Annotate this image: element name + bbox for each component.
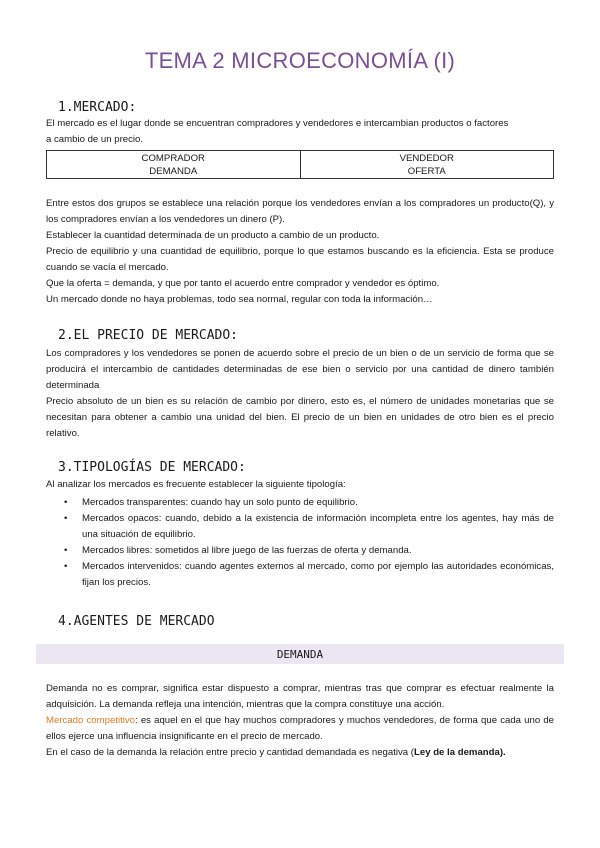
paragraph: Precio absoluto de un bien es su relación de cambio por dinero, esto es, el número de unidades monetarias que se necesitan para obtener a cambio una unidad del bien. El precio de un bien en unidades de otro bien es el precio relativo. — [46, 396, 554, 439]
demand-label: DEMANDA — [149, 166, 198, 177]
table-cell-buyer — [47, 151, 301, 179]
precio-body — [46, 346, 554, 442]
section-heading-precio: 2.EL PRECIO DE MERCADO: — [58, 328, 239, 343]
list-item-text: Mercados intervenidos: cuando agentes externos al mercado, como por ejemplo las autoridades económicas, fijan los precios. — [82, 561, 554, 588]
paragraph: Un mercado donde no haya problemas, todo sea normal, regular con toda la información… — [46, 294, 433, 305]
tipologias-list — [46, 495, 554, 591]
ley-demanda-bold: Ley de la demanda). — [414, 747, 506, 758]
paragraph: Entre estos dos grupos se establece una relación porque los vendedores envían a los compradores un producto(Q), y los compradores envían a los vendedores un dinero (P). — [46, 198, 554, 225]
section-heading-tipologias: 3.TIPOLOGÍAS DE MERCADO: — [58, 460, 246, 475]
section-heading-mercado: 1.MERCADO: — [58, 100, 137, 115]
mercado-intro-line-2: a cambio de un precio. — [46, 134, 144, 145]
term-definition: : es aquel en el que hay muchos compradores y muchos vendedores, de forma que cada uno de ellos ejerce una influencia insignificante en el precio de mercado. — [46, 715, 555, 742]
list-item-text: Mercados opacos: cuando, debido a la existencia de información incompleta entre los agentes, hay más de una situación de equilibrio. — [82, 513, 554, 540]
demanda-band-label: DEMANDA — [276, 648, 324, 661]
table-cell-seller — [300, 151, 554, 179]
bullet-icon: • — [64, 513, 68, 524]
buyer-label: COMPRADOR — [141, 153, 205, 164]
paragraph — [46, 745, 554, 761]
list-item-text: Mercados libres: sometidos al libre juego de las fuerzas de oferta y demanda. — [82, 545, 412, 556]
mercado-intro — [46, 116, 554, 148]
list-item-text: Mercados transparentes: cuando hay un solo punto de equilibrio. — [82, 497, 358, 508]
paragraph-text: En el caso de la demanda la relación entre precio y cantidad demandada es negativa ( — [46, 747, 414, 758]
list-item — [46, 495, 554, 511]
mercado-body — [46, 196, 554, 308]
section-heading-agentes: 4.AGENTES DE MERCADO — [58, 614, 215, 629]
paragraph: Demanda no es comprar, significa estar dispuesto a comprar, mientras tras que comprar es efectuar realmente la adquisición. La demanda refleja una intención, mientras que la compra constituye una acción. — [46, 683, 554, 710]
demanda-body — [46, 681, 554, 761]
bullet-icon: • — [64, 561, 68, 572]
seller-label: VENDEDOR — [399, 153, 454, 164]
list-item — [46, 511, 554, 543]
paragraph: Establecer la cuantidad determinada de un producto a cambio de un producto. — [46, 230, 380, 241]
bullet-icon: • — [64, 497, 68, 508]
paragraph: Precio de equilibrio y una cuantidad de equilibrio, porque lo que estamos buscando es la eficiencia. Esta se produce cuando se vacía el mercado. — [46, 246, 554, 273]
buyer-seller-table — [46, 150, 554, 179]
supply-label: OFERTA — [407, 166, 446, 177]
tipologias-intro: Al analizar los mercados es frecuente establecer la siguiente tipología: — [46, 479, 346, 490]
mercado-intro-line-1: El mercado es el lugar donde se encuentran compradores y vendedores e intercambian productos o factores — [46, 118, 509, 129]
paragraph: Los compradores y los vendedores se ponen de acuerdo sobre el precio de un bien o de un servicio de forma que se producirá el intercambio de cantidades determinadas de ese bien o servicio por una cantidad de dinero también determinada — [46, 348, 554, 391]
term-mercado-competitivo: Mercado competitivo — [46, 715, 136, 726]
list-item — [46, 559, 554, 591]
paragraph — [46, 713, 554, 745]
bullet-icon: • — [64, 545, 68, 556]
paragraph: Que la oferta = demanda, y que por tanto el acuerdo entre comprador y vendedor es óptimo. — [46, 278, 440, 289]
list-item — [46, 543, 554, 559]
page-title: TEMA 2 MICROECONOMÍA (I) — [144, 48, 456, 73]
demanda-band — [36, 644, 564, 664]
